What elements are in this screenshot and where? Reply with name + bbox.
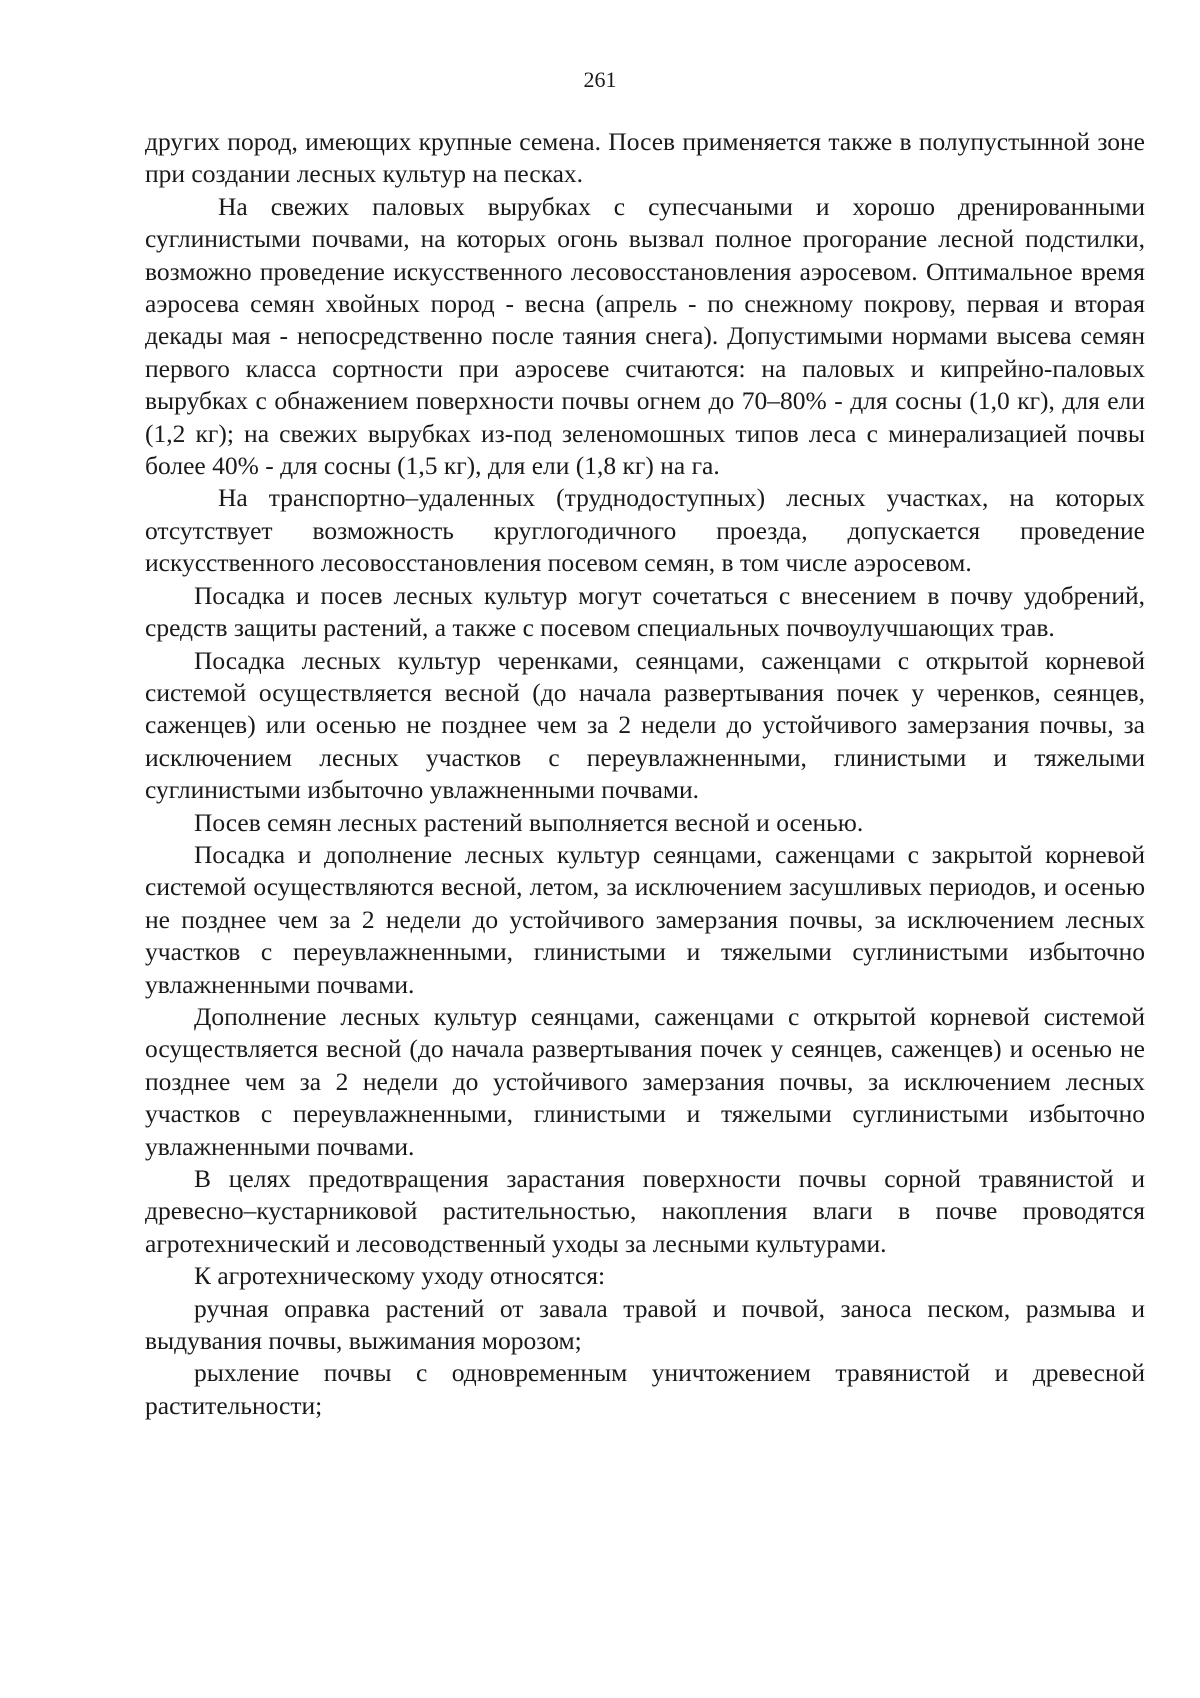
paragraph-open-root-supplement: Дополнение лесных культур сеянцами, саженцами с открытой корневой системой осуществляется весной (до начала развертывания почек у сеянцев, саженцев) и осенью не позднее чем за 2 недели до устойчивого замерзания почвы, за исключением лесных участков с переувлажненными, глинистыми и тяжелыми суглинистыми избыточно увлажненными почвами. [145, 1001, 1145, 1161]
page-number: 261 [583, 67, 617, 92]
paragraph-aerosowing: На свежих паловых вырубках с супесчаными и хорошо дренированными суглинистыми почвами, на которых огонь вызвал полное прогорание лесной подстилки, возможно проведение искусственного лесовосстановления аэросевом. Оптимальное время аэросева семян хвойных пород - весна (апрель - по снежному покрову, первая и вторая декады мая - непосредственно после таяния снега). Допустимыми нормами высева семян первого класса сортности при аэросеве считаются: на паловых и кипрейно-паловых вырубках с обнажением поверхности почвы огнем до 70–80% - для сосны (1,0 кг), для ели (1,2 кг); на свежих вырубках из-под зеленомошных типов леса с минерализацией почвы более 40% - для сосны (1,5 кг), для ели (1,8 кг) на га. [145, 191, 1145, 481]
list-item-manual-adjustment: ручная оправка растений от завала травой и почвой, заноса песком, размыва и выдувания почвы, выжимания морозом; [145, 1293, 1145, 1356]
paragraph-closed-root-planting: Посадка и дополнение лесных культур сеянцами, саженцами с закрытой корневой системой осуществляются весной, летом, за исключением засушливых периодов, и осенью не позднее чем за 2 недели до устойчивого замерзания почвы, за исключением лесных участков с переувлажненными, глинистыми и тяжелыми суглинистыми избыточно увлажненными почвами. [145, 839, 1145, 999]
list-item-soil-loosening: рыхление почвы с одновременным уничтожением травянистой и древесной растительности; [145, 1358, 1145, 1420]
paragraph-fertilizers: Посадка и посев лесных культур могут сочетаться с внесением в почву удобрений, средств защиты растений, а также с посевом специальных почвоулучшающих трав. [145, 580, 1145, 643]
paragraph-remote-areas: На транспортно–удаленных (труднодоступных) лесных участках, на которых отсутствует возможность круглогодичного проезда, допускается проведение искусственного лесовосстановления посевом семян, в том числе аэросевом. [145, 483, 1145, 578]
paragraph-care-list-intro: К агротехническому уходу относятся: [194, 1261, 606, 1291]
paragraph-continuation: других пород, имеющих крупные семена. Посев применяется также в полупустынной зоне при создании лесных культур на песках. [145, 127, 1145, 189]
paragraph-open-root-planting: Посадка лесных культур черенками, сеянцами, саженцами с открытой корневой системой осуществляется весной (до начала развертывания почек у черенков, сеянцев, саженцев) или осенью не позднее чем за 2 недели до устойчивого замерзания почвы, за исключением лесных участков с переувлажненными, глинистыми и тяжелыми суглинистыми избыточно увлажненными почвами. [145, 645, 1145, 805]
paragraph-care-purpose: В целях предотвращения зарастания поверхности почвы сорной травянистой и древесно–кустарниковой растительностью, накопления влаги в почве проводятся агротехнический и лесоводственный уходы за лесными культурами. [145, 1164, 1145, 1258]
document-body [145, 126, 1145, 1422]
paragraph-seed-sowing: Посев семян лесных растений выполняется весной и осенью. [194, 807, 864, 837]
